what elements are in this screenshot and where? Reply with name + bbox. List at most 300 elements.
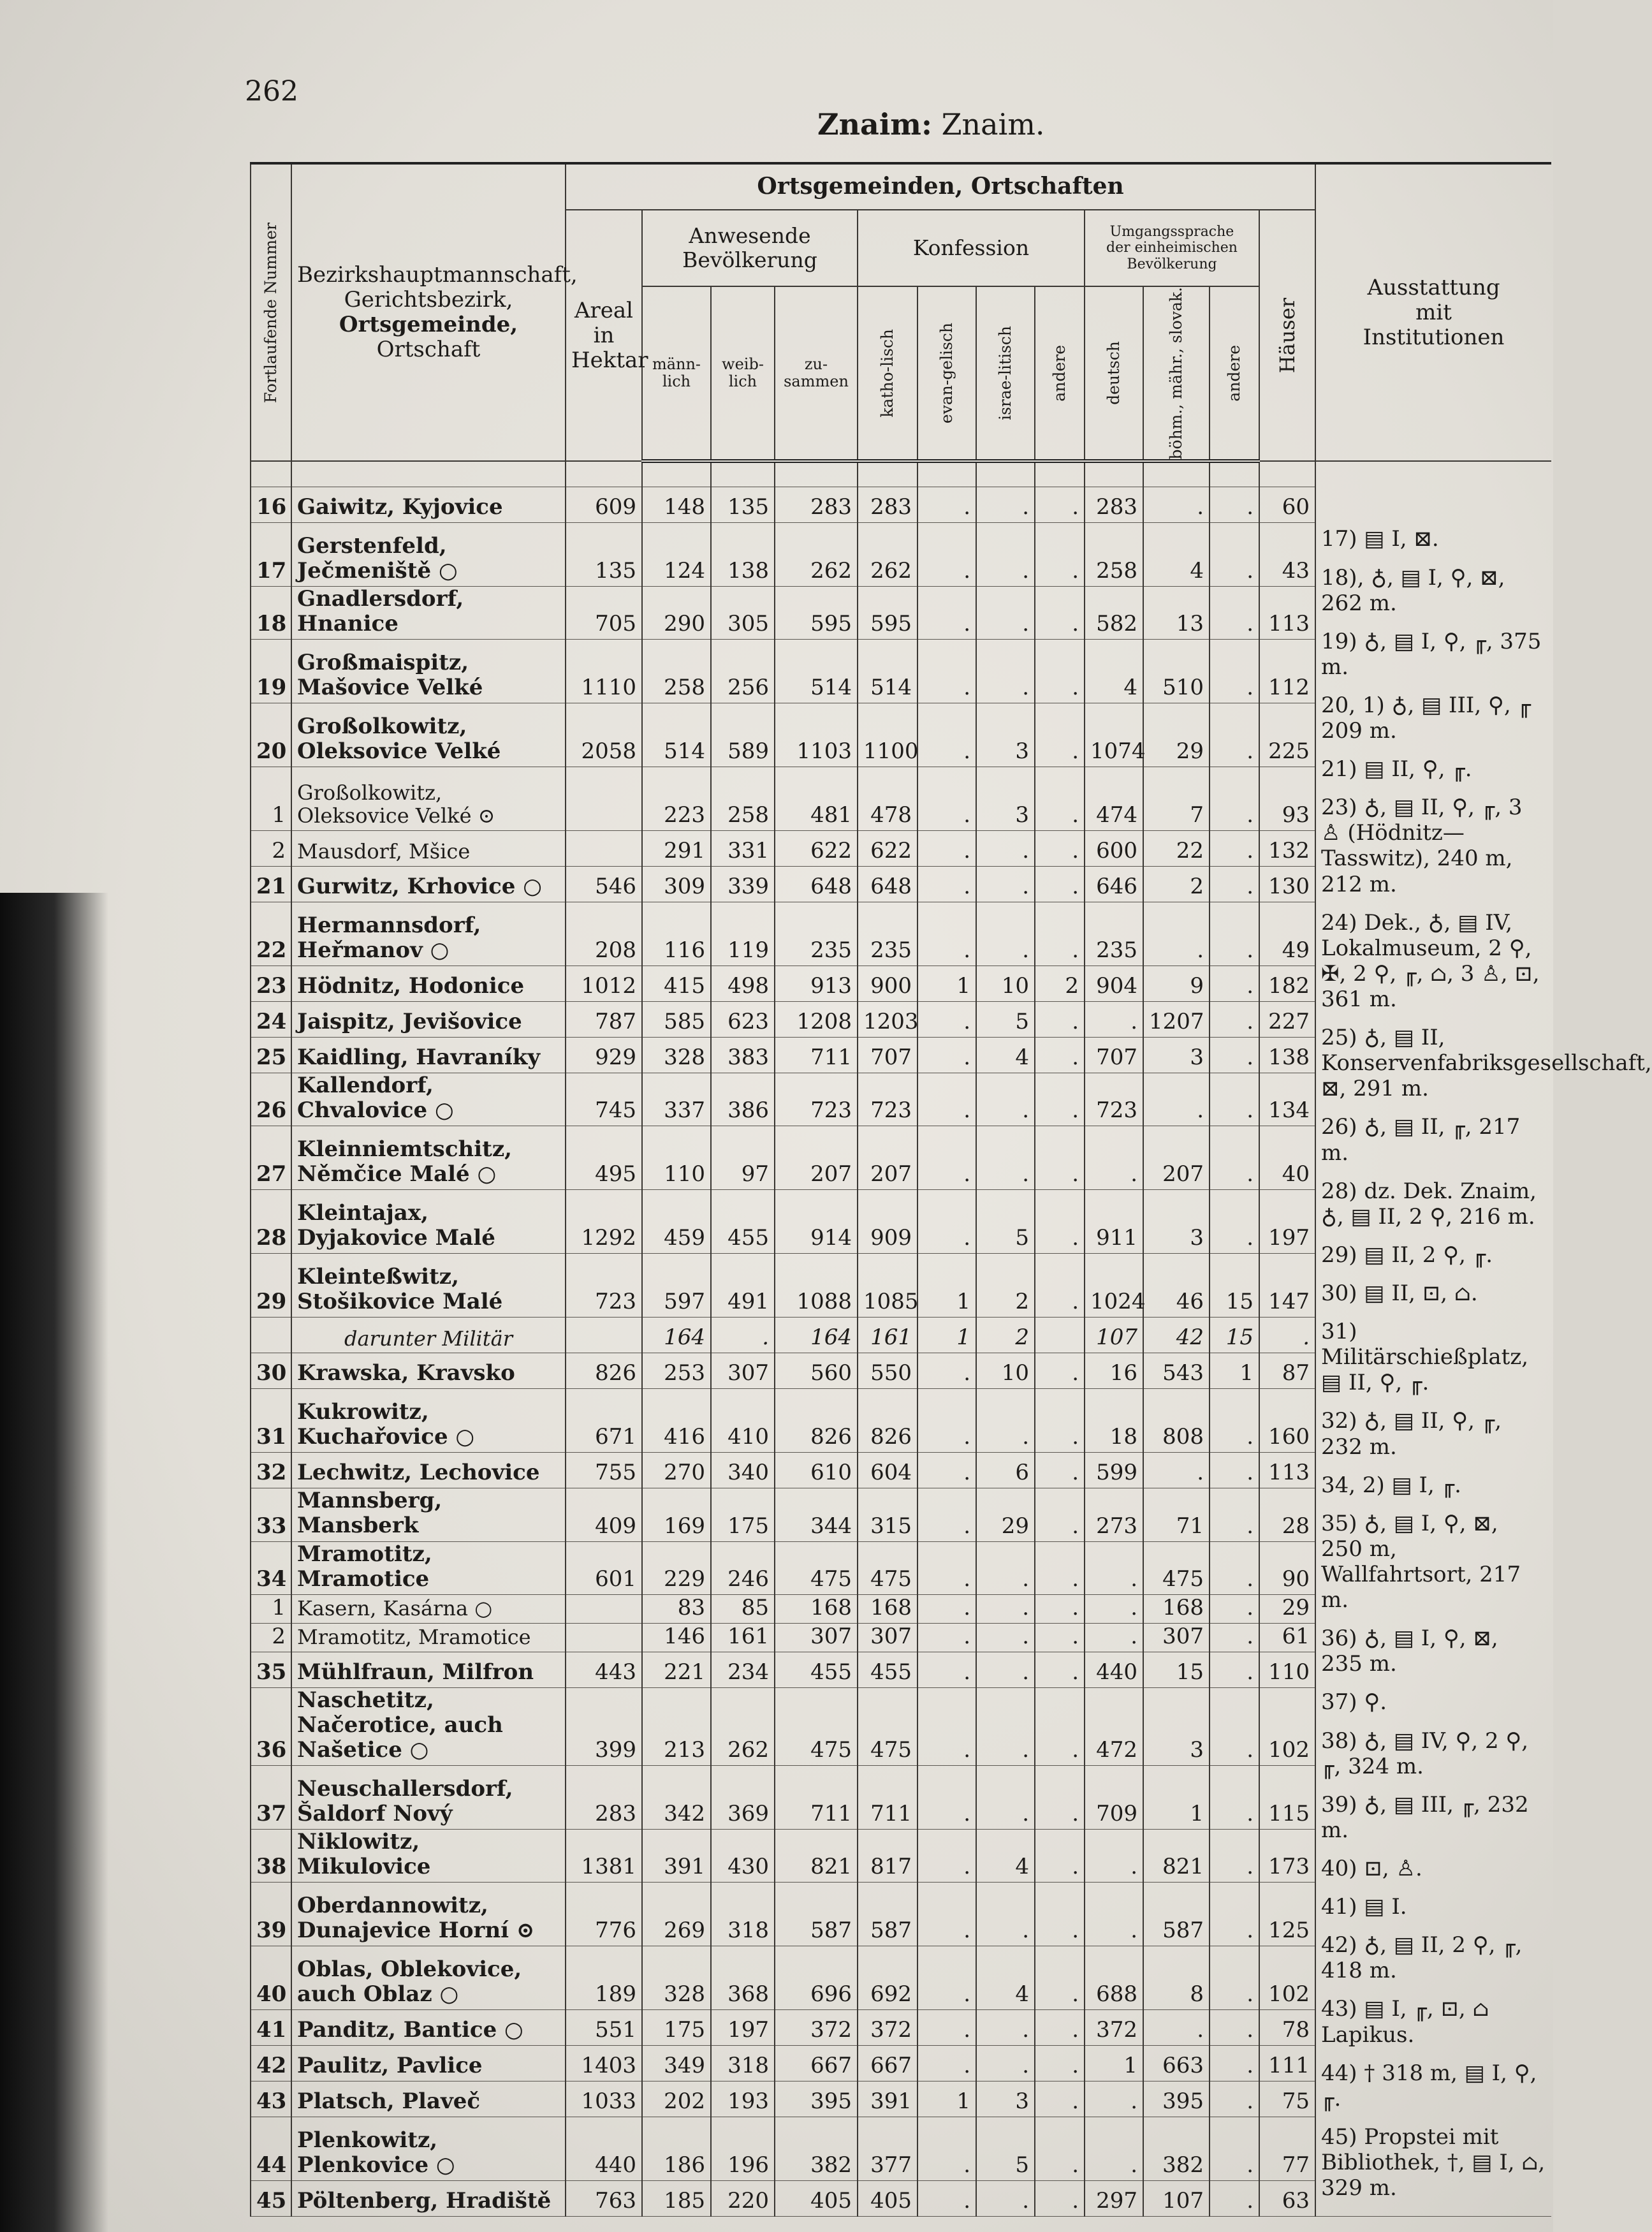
header-umgangssprache: Umgangssprache der einheimischen Bevölkerung [1085, 210, 1259, 286]
institution-entry: 44) † 318 m, ▤ I, ⚲, ╓. [1321, 2060, 1537, 2111]
cell-isr: . [976, 2046, 1035, 2081]
cell-de: 688 [1085, 1946, 1143, 2010]
institution-entry: 23) ♁, ▤ II, ⚲, ╓, 3 ♙ (Hödnitz—Tasswitz), 240 m, 212 m. [1321, 795, 1523, 897]
cell-and: . [1035, 1946, 1085, 2010]
cell-kath: 207 [858, 1126, 917, 1190]
cell-m: 146 [642, 1623, 711, 1652]
cell-sa: . [1210, 487, 1259, 522]
cell-h: 40 [1259, 1126, 1315, 1190]
cell-ev: . [917, 522, 976, 586]
cell-sa: . [1210, 767, 1259, 831]
cell-h: 29 [1259, 1594, 1315, 1623]
cell-z: 475 [775, 1687, 858, 1765]
cell-cz: 3 [1143, 1038, 1210, 1073]
header-bevoelkerung: Anwesende Bevölkerung [642, 210, 858, 286]
cell-sa: . [1210, 1541, 1259, 1594]
cell-cz: . [1143, 1453, 1210, 1488]
cell-ev: . [917, 1652, 976, 1687]
cell-isr: 3 [976, 703, 1035, 767]
cell-cz: 382 [1143, 2117, 1210, 2181]
cell-isr: . [976, 867, 1035, 902]
cell-m: 164 [642, 1318, 711, 1353]
cell-sa: 15 [1210, 1254, 1259, 1318]
statistics-table [250, 162, 1652, 2217]
place-name: Mühlfraun, Milfron [291, 1652, 566, 1687]
cell-de: 904 [1085, 966, 1143, 1002]
cell-sa: . [1210, 2117, 1259, 2181]
cell-m: 309 [642, 867, 711, 902]
cell-m: 186 [642, 2117, 711, 2181]
cell-and: . [1035, 1038, 1085, 1073]
cell-kath: 909 [858, 1190, 917, 1254]
cell-m: 459 [642, 1190, 711, 1254]
cell-z: 826 [775, 1389, 858, 1453]
cell-areal: 609 [566, 487, 642, 522]
cell-de: 474 [1085, 767, 1143, 831]
row-number: 39 [251, 1883, 291, 1946]
cell-cz: 8 [1143, 1946, 1210, 2010]
cell-m: 514 [642, 703, 711, 767]
cell-kath: 377 [858, 2117, 917, 2181]
cell-w: 498 [711, 966, 775, 1002]
row-number: 20 [251, 703, 291, 767]
header-nummer: Fortlaufende Nummer [251, 163, 291, 461]
place-name: Kleinniemtschitz, Němčice Malé ○ [291, 1126, 566, 1190]
cell-kath: 595 [858, 586, 917, 639]
place-name: Kleinteßwitz, Stošikovice Malé [291, 1254, 566, 1318]
running-head-rest: Znaim. [932, 107, 1045, 142]
cell-areal: 189 [566, 1946, 642, 2010]
cell-h: 75 [1259, 2081, 1315, 2117]
cell-isr: . [976, 640, 1035, 703]
cell-de: 723 [1085, 1073, 1143, 1126]
cell-areal: 826 [566, 1353, 642, 1389]
place-name: Naschetitz, Načerotice, auch Našetice ○ [291, 1687, 566, 1765]
cell-ev: . [917, 2046, 976, 2081]
cell-kath: 391 [858, 2081, 917, 2117]
header-israelitisch: israe-litisch [976, 286, 1035, 461]
cell-cz: 29 [1143, 703, 1210, 767]
cell-ev: . [917, 1488, 976, 1541]
row-number: 1 [251, 767, 291, 831]
cell-areal: 723 [566, 1254, 642, 1318]
header-weiblich: weib-lich [711, 286, 775, 461]
cell-areal: 763 [566, 2181, 642, 2217]
cell-kath: 723 [858, 1073, 917, 1126]
cell-isr: . [976, 2181, 1035, 2217]
row-number: 32 [251, 1453, 291, 1488]
cell-isr: . [976, 902, 1035, 966]
institution-entry: 45) Propstei mit Bibliothek, †, ▤ I, ⌂, 329 m. [1321, 2124, 1546, 2201]
place-name: Mramotitz, Mramotice [291, 1541, 566, 1594]
row-number: 40 [251, 1946, 291, 2010]
cell-w: 85 [711, 1594, 775, 1623]
cell-h: 225 [1259, 703, 1315, 767]
cell-areal: 551 [566, 2010, 642, 2046]
cell-areal: 1033 [566, 2081, 642, 2117]
cell-z: 382 [775, 2117, 858, 2181]
cell-kath: 826 [858, 1389, 917, 1453]
cell-ev: . [917, 1126, 976, 1190]
cell-z: 821 [775, 1830, 858, 1883]
cell-de: . [1085, 1623, 1143, 1652]
cell-cz: 22 [1143, 831, 1210, 867]
cell-de: . [1085, 1830, 1143, 1883]
cell-de: . [1085, 1541, 1143, 1594]
cell-z: 283 [775, 487, 858, 522]
cell-sa: . [1210, 703, 1259, 767]
place-name: Kleintajax, Dyjakovice Malé [291, 1190, 566, 1254]
cell-z: 587 [775, 1883, 858, 1946]
cell-de: . [1085, 2081, 1143, 2117]
cell-w: 193 [711, 2081, 775, 2117]
cell-z: 207 [775, 1126, 858, 1190]
cell-de: 646 [1085, 867, 1143, 902]
cell-z: 1208 [775, 1002, 858, 1038]
cell-kath: 550 [858, 1353, 917, 1389]
cell-h: 134 [1259, 1073, 1315, 1126]
cell-and: . [1035, 1254, 1085, 1318]
cell-w: 220 [711, 2181, 775, 2217]
cell-and: . [1035, 1488, 1085, 1541]
row-number: 16 [251, 487, 291, 522]
cell-w: 318 [711, 1883, 775, 1946]
cell-cz: . [1143, 487, 1210, 522]
cell-cz: 821 [1143, 1830, 1210, 1883]
cell-areal [566, 1594, 642, 1623]
row-number: 24 [251, 1002, 291, 1038]
table-body [251, 461, 1652, 2216]
institution-entry: 34, 2) ▤ I, ╓. [1321, 1472, 1461, 1498]
row-number: 37 [251, 1766, 291, 1830]
cell-sa: . [1210, 522, 1259, 586]
row-number: 30 [251, 1353, 291, 1389]
cell-ev: . [917, 831, 976, 867]
cell-h: 102 [1259, 1946, 1315, 2010]
cell-h: 125 [1259, 1883, 1315, 1946]
cell-isr: 4 [976, 1830, 1035, 1883]
cell-ev: . [917, 586, 976, 639]
cell-and: . [1035, 867, 1085, 902]
cell-ev: . [917, 1766, 976, 1830]
cell-kath: 587 [858, 1883, 917, 1946]
row-number: 22 [251, 902, 291, 966]
cell-areal: 443 [566, 1652, 642, 1687]
cell-w: 623 [711, 1002, 775, 1038]
row-number: 34 [251, 1541, 291, 1594]
cell-areal: 1012 [566, 966, 642, 1002]
cell-cz: 1 [1143, 1766, 1210, 1830]
cell-de: 18 [1085, 1389, 1143, 1453]
cell-sa: . [1210, 2181, 1259, 2217]
cell-ev: . [917, 703, 976, 767]
row-number: 44 [251, 2117, 291, 2181]
cell-z: 914 [775, 1190, 858, 1254]
cell-and: . [1035, 1541, 1085, 1594]
cell-ev: . [917, 867, 976, 902]
cell-sa: . [1210, 1126, 1259, 1190]
cell-w: 383 [711, 1038, 775, 1073]
institution-entry: 25) ♁, ▤ II, Konservenfabriksgesellschaft, ⊠, 291 m. [1321, 1025, 1652, 1102]
cell-areal: 755 [566, 1453, 642, 1488]
row-number: 42 [251, 2046, 291, 2081]
cell-de: 107 [1085, 1318, 1143, 1353]
cell-de: . [1085, 1126, 1143, 1190]
row-number: 29 [251, 1254, 291, 1318]
cell-areal [566, 767, 642, 831]
header-areal: Areal in Hektar [566, 210, 642, 461]
cell-kath: 283 [858, 487, 917, 522]
place-name: Großolkowitz, Oleksovice Velké [291, 703, 566, 767]
cell-cz: 107 [1143, 2181, 1210, 2217]
cell-kath: 475 [858, 1541, 917, 1594]
cell-z: 455 [775, 1652, 858, 1687]
cell-sa: . [1210, 1830, 1259, 1883]
cell-w: 430 [711, 1830, 775, 1883]
cell-ev: . [917, 1190, 976, 1254]
cell-m: 337 [642, 1073, 711, 1126]
institution-entry: 18), ♁, ▤ I, ⚲, ⊠, 262 m. [1321, 564, 1505, 616]
cell-ev: . [917, 1453, 976, 1488]
cell-de: 4 [1085, 640, 1143, 703]
cell-kath: 455 [858, 1652, 917, 1687]
cell-h: 78 [1259, 2010, 1315, 2046]
cell-h: 182 [1259, 966, 1315, 1002]
cell-sa: 1 [1210, 1353, 1259, 1389]
cell-sa: . [1210, 1038, 1259, 1073]
cell-z: 164 [775, 1318, 858, 1353]
cell-h: 147 [1259, 1254, 1315, 1318]
cell-w: 589 [711, 703, 775, 767]
header-boehmisch: böhm., mähr., slovak. [1143, 286, 1210, 461]
cell-areal: 705 [566, 586, 642, 639]
place-name: Kukrowitz, Kuchařovice ○ [291, 1389, 566, 1453]
cell-cz: 15 [1143, 1652, 1210, 1687]
cell-z: 475 [775, 1541, 858, 1594]
cell-w: 491 [711, 1254, 775, 1318]
cell-kath: 648 [858, 867, 917, 902]
cell-areal: 1292 [566, 1190, 642, 1254]
cell-z: 405 [775, 2181, 858, 2217]
cell-z: 711 [775, 1766, 858, 1830]
place-name: Hermannsdorf, Heřmanov ○ [291, 902, 566, 966]
cell-h: 61 [1259, 1623, 1315, 1652]
cell-and: 2 [1035, 966, 1085, 1002]
cell-kath: 161 [858, 1318, 917, 1353]
cell-m: 116 [642, 902, 711, 966]
cell-sa: . [1210, 831, 1259, 867]
cell-isr: . [976, 2010, 1035, 2046]
cell-ev: . [917, 1038, 976, 1073]
cell-z: 667 [775, 2046, 858, 2081]
cell-h: . [1259, 1318, 1315, 1353]
cell-sa: . [1210, 1488, 1259, 1541]
cell-m: 221 [642, 1652, 711, 1687]
cell-cz: 207 [1143, 1126, 1210, 1190]
cell-sa: . [1210, 1883, 1259, 1946]
place-name: Gerstenfeld, Ječmeniště ○ [291, 522, 566, 586]
cell-de: 1024 [1085, 1254, 1143, 1318]
cell-h: 87 [1259, 1353, 1315, 1389]
cell-isr: 2 [976, 1318, 1035, 1353]
place-name: Hödnitz, Hodonice [291, 966, 566, 1002]
cell-m: 253 [642, 1353, 711, 1389]
cell-w: 175 [711, 1488, 775, 1541]
cell-and: . [1035, 902, 1085, 966]
institution-entry: 26) ♁, ▤ II, ╓, 217 m. [1321, 1114, 1521, 1166]
cell-and: . [1035, 522, 1085, 586]
cell-m: 415 [642, 966, 711, 1002]
cell-h: 90 [1259, 1541, 1315, 1594]
cell-z: 395 [775, 2081, 858, 2117]
cell-w: 256 [711, 640, 775, 703]
institution-entry: 41) ▤ I. [1321, 1894, 1407, 1920]
cell-de: 600 [1085, 831, 1143, 867]
cell-m: 213 [642, 1687, 711, 1765]
cell-isr: . [976, 1126, 1035, 1190]
cell-areal: 1381 [566, 1830, 642, 1883]
cell-h: 60 [1259, 487, 1315, 522]
cell-areal: 787 [566, 1002, 642, 1038]
cell-isr: 5 [976, 1190, 1035, 1254]
cell-z: 648 [775, 867, 858, 902]
cell-ev: . [917, 1946, 976, 2010]
cell-cz: 71 [1143, 1488, 1210, 1541]
cell-m: 585 [642, 1002, 711, 1038]
cell-areal: 1403 [566, 2046, 642, 2081]
cell-de: 16 [1085, 1353, 1143, 1389]
place-name: Krawska, Kravsko [291, 1353, 566, 1389]
cell-and: . [1035, 1126, 1085, 1190]
place-name: Kasern, Kasárna ○ [291, 1594, 566, 1623]
cell-and [1035, 1318, 1085, 1353]
cell-h: 77 [1259, 2117, 1315, 2181]
cell-kath: 262 [858, 522, 917, 586]
cell-z: 913 [775, 966, 858, 1002]
cell-and: . [1035, 2181, 1085, 2217]
cell-areal: 546 [566, 867, 642, 902]
cell-h: 111 [1259, 2046, 1315, 2081]
row-number: 38 [251, 1830, 291, 1883]
cell-de: 372 [1085, 2010, 1143, 2046]
cell-isr: . [976, 1073, 1035, 1126]
place-name: Oblas, Oblekovice, auch Oblaz ○ [291, 1946, 566, 2010]
cell-z: 1088 [775, 1254, 858, 1318]
cell-m: 83 [642, 1594, 711, 1623]
cell-h: 49 [1259, 902, 1315, 966]
header-andere-konf: andere [1035, 286, 1085, 461]
cell-kath: 1085 [858, 1254, 917, 1318]
cell-sa: . [1210, 2010, 1259, 2046]
cell-w: 369 [711, 1766, 775, 1830]
cell-m: 202 [642, 2081, 711, 2117]
cell-z: 595 [775, 586, 858, 639]
cell-sa: . [1210, 2081, 1259, 2117]
scan-shadow [0, 893, 108, 2232]
cell-cz: . [1143, 1073, 1210, 1126]
cell-w: 197 [711, 2010, 775, 2046]
cell-w: 318 [711, 2046, 775, 2081]
cell-isr: . [976, 1389, 1035, 1453]
cell-sa: . [1210, 1687, 1259, 1765]
row-number: 41 [251, 2010, 291, 2046]
cell-m: 416 [642, 1389, 711, 1453]
cell-m: 169 [642, 1488, 711, 1541]
cell-m: 597 [642, 1254, 711, 1318]
cell-kath: 475 [858, 1687, 917, 1765]
institution-entry: 17) ▤ I, ⊠. [1321, 526, 1439, 552]
cell-m: 124 [642, 522, 711, 586]
cell-de: . [1085, 1883, 1143, 1946]
cell-sa: . [1210, 586, 1259, 639]
cell-areal: 135 [566, 522, 642, 586]
institution-entry: 38) ♁, ▤ IV, ⚲, 2 ⚲, ╓, 324 m. [1321, 1728, 1529, 1779]
header-deutsch: deutsch [1085, 286, 1143, 461]
place-name: Großolkowitz, Oleksovice Velké ⊙ [291, 767, 566, 831]
cell-w: 340 [711, 1453, 775, 1488]
institution-entry: 21) ▤ II, ⚲, ╓. [1321, 756, 1472, 782]
cell-m: 270 [642, 1453, 711, 1488]
cell-m: 110 [642, 1126, 711, 1190]
cell-ev: 1 [917, 1254, 976, 1318]
place-name: Mramotitz, Mramotice [291, 1623, 566, 1652]
cell-w: 138 [711, 522, 775, 586]
place-name: Mannsberg, Mansberk [291, 1488, 566, 1541]
cell-and: . [1035, 1073, 1085, 1126]
institution-entry: 24) Dek., ♁, ▤ IV, Lokalmuseum, 2 ⚲, ✠, 2 ⚲, ╓, ⌂, 3 ♙, ⊡, 361 m. [1321, 909, 1540, 1013]
row-number: 26 [251, 1073, 291, 1126]
spacer-row [251, 461, 1551, 487]
cell-isr: 3 [976, 767, 1035, 831]
cell-cz: 3 [1143, 1687, 1210, 1765]
cell-sa: . [1210, 1766, 1259, 1830]
cell-areal: 1110 [566, 640, 642, 703]
cell-de: 273 [1085, 1488, 1143, 1541]
cell-de: 258 [1085, 522, 1143, 586]
header-evangelisch: evan-gelisch [917, 286, 976, 461]
cell-z: 262 [775, 522, 858, 586]
cell-h: 93 [1259, 767, 1315, 831]
place-name: Neuschallersdorf, Šaldorf Nový [291, 1766, 566, 1830]
cell-areal: 283 [566, 1766, 642, 1830]
cell-w: 135 [711, 487, 775, 522]
cell-kath: 405 [858, 2181, 917, 2217]
cell-z: 560 [775, 1353, 858, 1389]
cell-cz: 4 [1143, 522, 1210, 586]
cell-de: . [1085, 2117, 1143, 2181]
place-name: Kallendorf, Chvalovice ○ [291, 1073, 566, 1126]
cell-h: 63 [1259, 2181, 1315, 2217]
cell-sa: . [1210, 1623, 1259, 1652]
cell-and: . [1035, 2046, 1085, 2081]
cell-ev: 1 [917, 2081, 976, 2117]
cell-areal [566, 831, 642, 867]
row-number [251, 1318, 291, 1353]
cell-isr: . [976, 1766, 1035, 1830]
cell-m: 269 [642, 1883, 711, 1946]
place-name: darunter Militär [291, 1318, 566, 1353]
cell-isr: . [976, 1623, 1035, 1652]
cell-z: 622 [775, 831, 858, 867]
cell-and: . [1035, 1830, 1085, 1883]
place-name: Lechwitz, Lechovice [291, 1453, 566, 1488]
institution-entry: 28) dz. Dek. Znaim, ♁, ▤ II, 2 ⚲, 216 m. [1321, 1178, 1537, 1230]
cell-w: 339 [711, 867, 775, 902]
cell-cz: 168 [1143, 1594, 1210, 1623]
cell-w: 262 [711, 1687, 775, 1765]
cell-de: 235 [1085, 902, 1143, 966]
cell-m: 290 [642, 586, 711, 639]
